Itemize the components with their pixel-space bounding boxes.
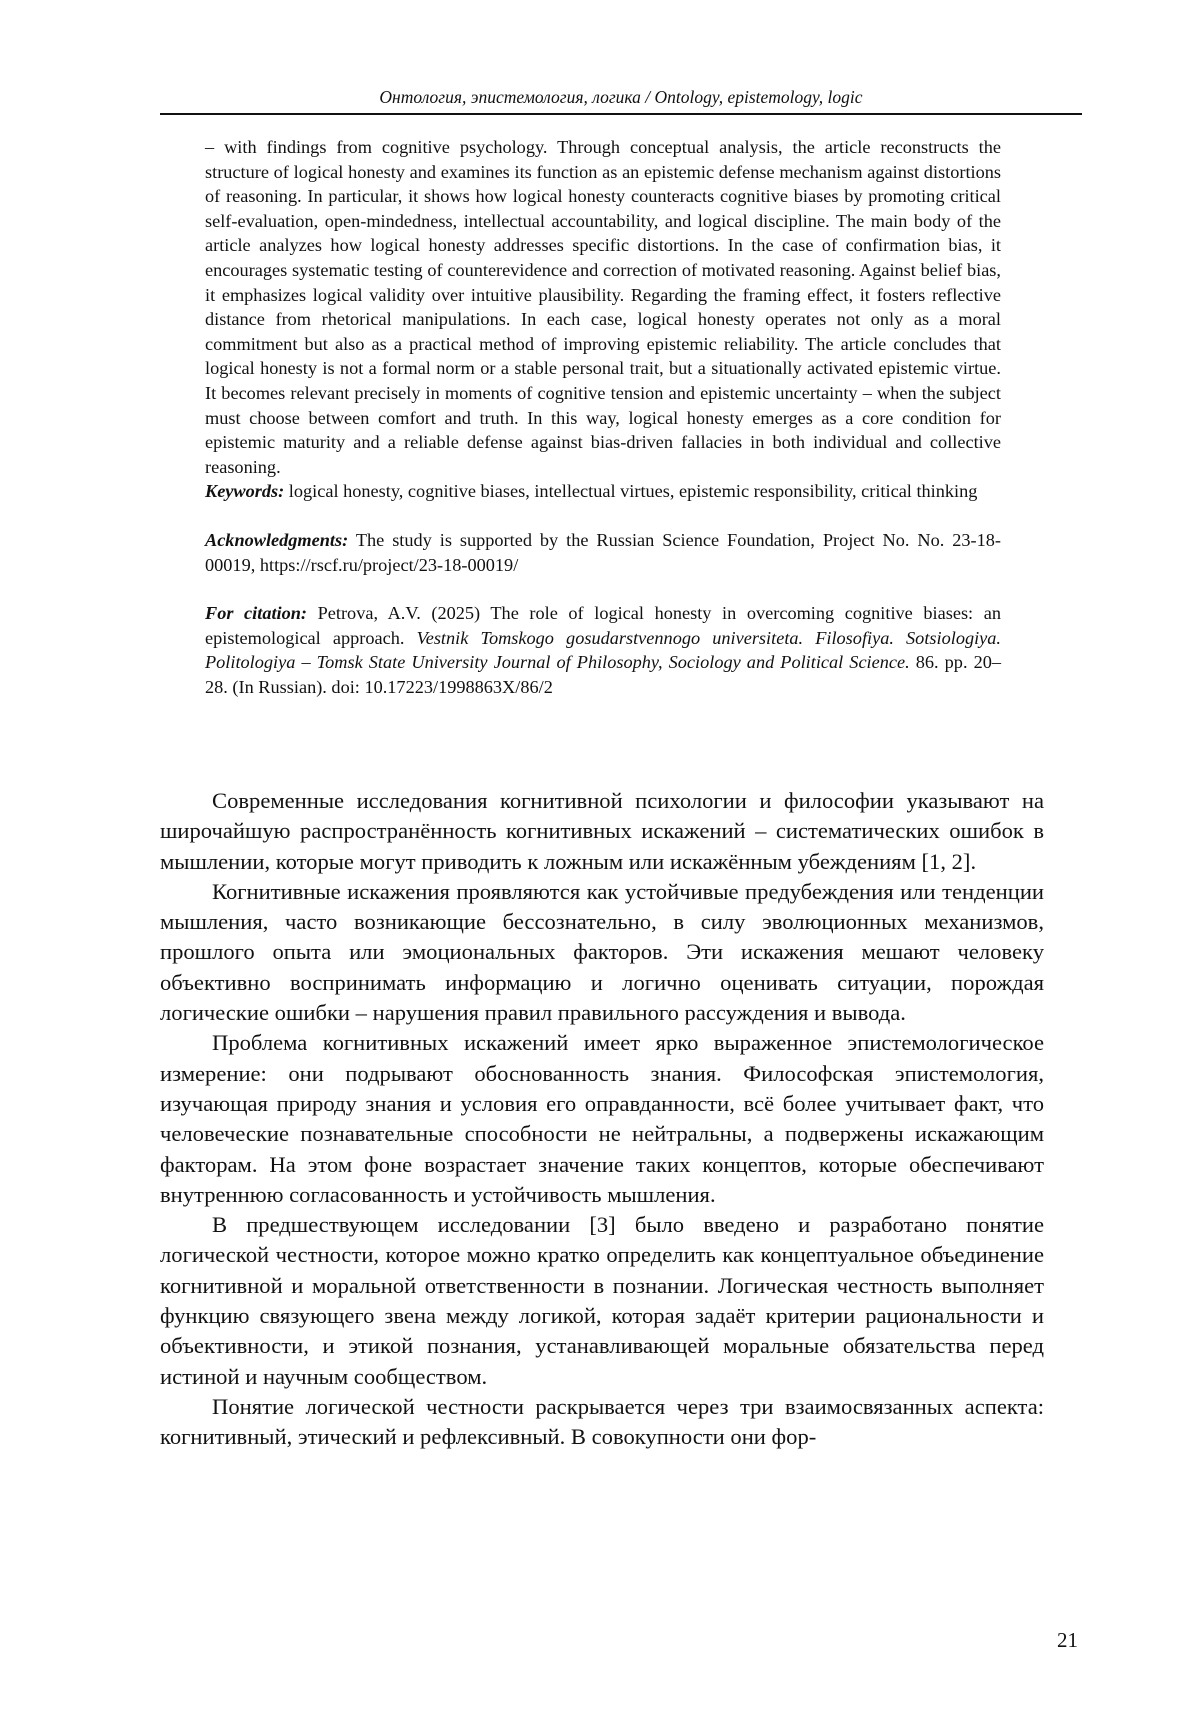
acknowledgments-line [205, 528, 1001, 577]
acknowledgments-label: Acknowledgments: [205, 529, 349, 550]
citation-label: For citation: [205, 603, 308, 624]
citation-line [205, 601, 1001, 699]
main-paragraph: Когнитивные искажения проявляются как устойчивые предубеждения или тенденции мышления, часто возникающие бессознательно, в силу эволюционных механизмов, прошлого опыта или эмоциональных факторов. Эти искажения мешают человеку объективно воспринимать информацию и логично оценивать ситуации, порождая логические ошибки – нарушения правил правильного рассуждения и вывода. [160, 878, 1044, 1026]
main-text [160, 786, 1044, 1453]
abstract-block [205, 135, 1001, 699]
acknowledgments-text: The study is supported by the Russian Science Foundation, Project No. No. 23-18-00019, https://rscf.ru/project/23-18-00019/ [205, 529, 1001, 575]
keywords-label: Keywords: [205, 481, 285, 502]
citation-journal: Vestnik Tomskogo gosudarstvennogo universiteta. Filosofiya. Sotsiologiya. Politologiya – Tomsk State University Journal of Philosophy, Sociology and Political Science. [205, 627, 1001, 673]
main-paragraph: Понятие логической честности раскрывается через три взаимосвязанных аспекта: когнитивный, этический и рефлексивный. В совокупности они фор- [160, 1393, 1044, 1450]
page-number: 21 [1057, 1628, 1078, 1652]
header-rule [160, 113, 1082, 115]
main-paragraph: Современные исследования когнитивной психологии и философии указывают на широчайшую распространённость когнитивных искажений – систематических ошибок в мышлении, которые могут приводить к ложным или искажённым убеждениям [1, 2]. [160, 788, 1044, 874]
running-header: Онтология, эпистемология, логика / Ontology, epistemology, logic [379, 87, 863, 107]
main-paragraph: В предшествующем исследовании [3] было введено и разработано понятие логической честности, которое можно кратко определить как концептуальное объединение когнитивной и моральной ответственности в познании. Логическая честность выполняет функцию связующего звена между логикой, которая задаёт критерии рациональности и объективности, и этикой познания, устанавливающей моральные обязательства перед истиной и научным сообществом. [160, 1212, 1044, 1389]
main-paragraph: Проблема когнитивных искажений имеет ярко выраженное эпистемологическое измерение: они подрывают обоснованность знания. Философская эпистемология, изучающая природу знания и условия его оправданности, всё более учитывает факт, что человеческие познавательные способности не нейтральны, а подвержены искажающим факторам. На этом фоне возрастает значение таких концептов, которые обеспечивают внутреннюю согласованность и устойчивость мышления. [160, 1030, 1044, 1207]
citation-authors: Petrova, A.V. (2025) The role of logical honesty in overcoming cognitive biases: an epistemological approach. [205, 603, 1001, 648]
citation-tail: 86. pp. 20–28. (In Russian). doi: 10.17223/1998863X/86/2 [205, 652, 1001, 697]
keywords-line [205, 479, 1001, 504]
keywords-text: logical honesty, cognitive biases, intellectual virtues, epistemic responsibility, critical thinking [288, 481, 978, 502]
abstract-text: – with findings from cognitive psychology. Through conceptual analysis, the article reconstructs the structure of logical honesty and examines its function as an epistemic defense mechanism against distortions of reasoning. In particular, it shows how logical honesty counteracts cognitive biases by promoting critical self-evaluation, open-mindedness, intellectual accountability, and logical discipline. The main body of the article analyzes how logical honesty addresses specific distortions. In the case of confirmation bias, it encourages systematic testing of counterevidence and correction of motivated reasoning. Against belief bias, it emphasizes logical validity over intuitive plausibility. Regarding the framing effect, it fosters reflective distance from rhetorical manipulations. In each case, logical honesty operates not only as a moral commitment but also as a practical method of improving epistemic reliability. The article concludes that logical honesty is not a formal norm or a stable personal trait, but a situationally activated epistemic virtue. It becomes relevant precisely in moments of cognitive tension and epistemic uncertainty – when the subject must choose between comfort and truth. In this way, logical honesty emerges as a core condition for epistemic maturity and a reliable defense against bias-driven fallacies in both individual and collective reasoning. [205, 137, 1001, 477]
